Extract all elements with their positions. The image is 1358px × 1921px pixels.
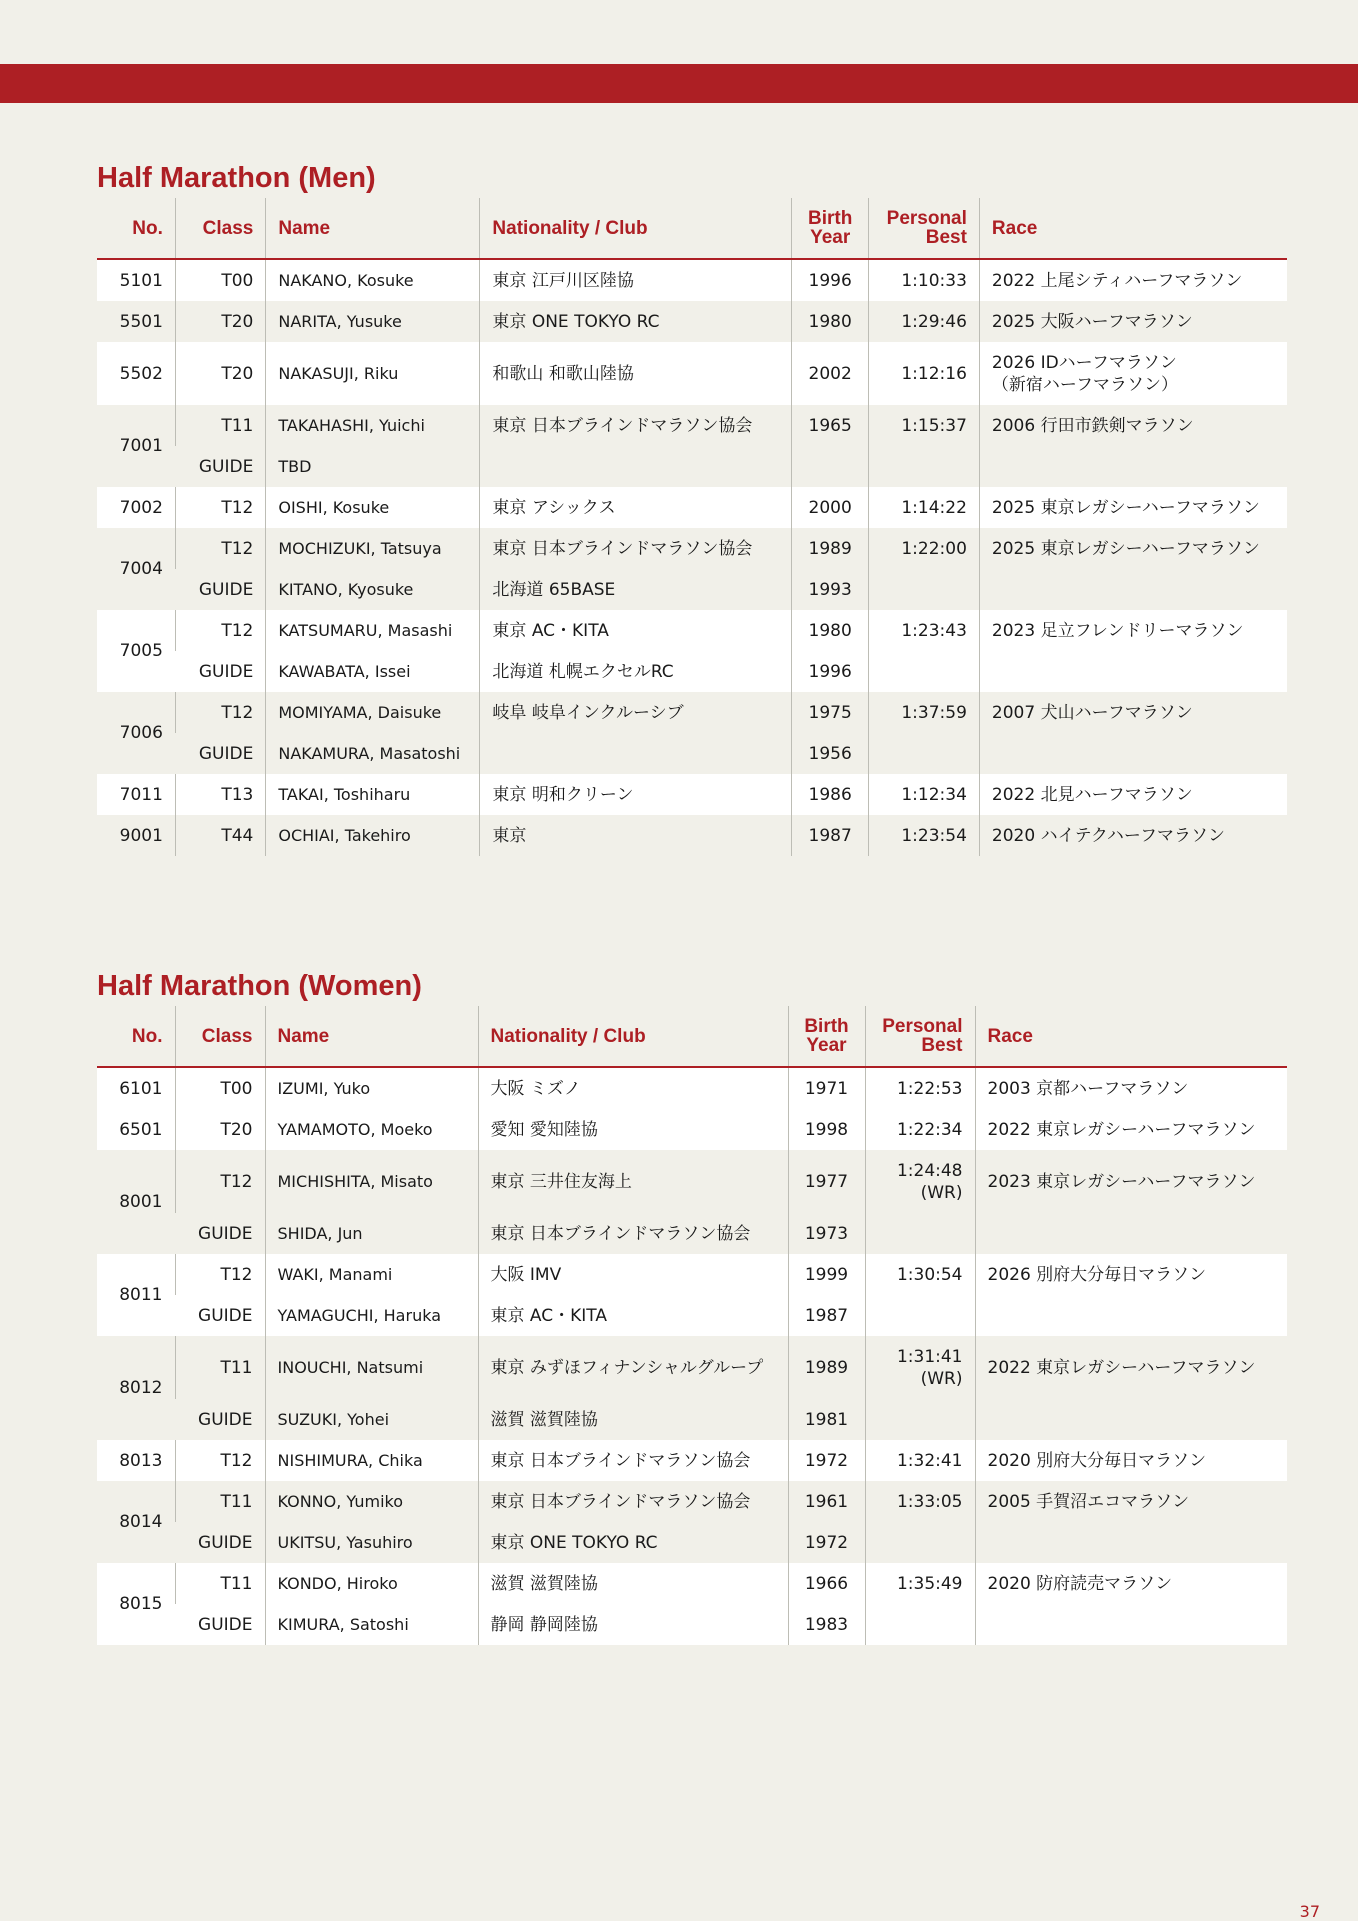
table-row <box>97 342 1287 405</box>
birth-cell: 1999 <box>788 1254 865 1295</box>
col-class: Class <box>175 1006 265 1067</box>
club-cell: 東京 AC・KITA <box>478 1295 788 1336</box>
name-cell: NISHIMURA, Chika <box>265 1440 478 1481</box>
name-cell: KIMURA, Satoshi <box>265 1604 478 1645</box>
race-cell: 2020 防府読売マラソン <box>975 1563 1287 1604</box>
class-cell: T12 <box>175 1440 265 1481</box>
club-cell: 東京 日本ブラインドマラソン協会 <box>478 1213 788 1254</box>
no-cell: 5501 <box>97 301 175 342</box>
class-cell: T20 <box>175 1109 265 1150</box>
race-cell: 2006 行田市鉄剣マラソン <box>979 405 1287 446</box>
club-cell: 東京 アシックス <box>480 487 792 528</box>
race-cell: 2007 犬山ハーフマラソン <box>979 692 1287 733</box>
class-cell: GUIDE <box>175 446 265 487</box>
table-row <box>97 815 1287 856</box>
birth-cell: 1981 <box>788 1399 865 1440</box>
class-cell: GUIDE <box>175 651 265 692</box>
pb-cell: 1:29:46 <box>869 301 980 342</box>
col-nationality: Nationality / Club <box>478 1006 788 1067</box>
pb-cell: 1:22:00 <box>869 528 980 569</box>
club-cell: 静岡 静岡陸協 <box>478 1604 788 1645</box>
class-cell: T12 <box>175 528 265 569</box>
pb-cell: 1:30:54 <box>865 1254 975 1295</box>
pb-cell: 1:15:37 <box>869 405 980 446</box>
table-row <box>97 774 1287 815</box>
birth-cell: 2002 <box>791 342 868 405</box>
name-cell: INOUCHI, Natsumi <box>265 1336 478 1399</box>
class-cell: T13 <box>175 774 265 815</box>
name-cell: IZUMI, Yuko <box>265 1067 478 1109</box>
birth-cell: 1987 <box>791 815 868 856</box>
club-cell: 北海道 札幌エクセルRC <box>480 651 792 692</box>
col-nationality: Nationality / Club <box>480 198 792 259</box>
table-row <box>97 1213 1287 1254</box>
no-cell: 7011 <box>97 774 175 815</box>
col-personal-best: Personal Best <box>865 1006 975 1067</box>
no-cell: 7005 <box>97 610 175 692</box>
col-no: No. <box>97 198 175 259</box>
name-cell: TBD <box>266 446 480 487</box>
birth-cell: 1973 <box>788 1213 865 1254</box>
club-cell: 東京 日本ブラインドマラソン協会 <box>480 405 792 446</box>
race-cell: 2025 東京レガシーハーフマラソン <box>979 487 1287 528</box>
pb-cell: 1:37:59 <box>869 692 980 733</box>
race-cell <box>979 651 1287 692</box>
col-name: Name <box>265 1006 478 1067</box>
club-cell: 滋賀 滋賀陸協 <box>478 1563 788 1604</box>
race-cell: 2023 東京レガシーハーフマラソン <box>975 1150 1287 1213</box>
name-cell: KITANO, Kyosuke <box>266 569 480 610</box>
club-cell: 岐阜 岐阜インクルーシブ <box>480 692 792 733</box>
no-cell: 8013 <box>97 1440 175 1481</box>
race-cell <box>979 446 1287 487</box>
birth-cell: 1996 <box>791 651 868 692</box>
name-cell: KATSUMARU, Masashi <box>266 610 480 651</box>
name-cell: KONNO, Yumiko <box>265 1481 478 1522</box>
race-cell: 2025 東京レガシーハーフマラソン <box>979 528 1287 569</box>
table-row <box>97 528 1287 569</box>
race-cell <box>975 1399 1287 1440</box>
name-cell: KONDO, Hiroko <box>265 1563 478 1604</box>
table-row <box>97 487 1287 528</box>
class-cell: GUIDE <box>175 1522 265 1563</box>
table-row <box>97 733 1287 774</box>
pb-cell <box>865 1213 975 1254</box>
table-row <box>97 1067 1287 1109</box>
pb-cell <box>865 1399 975 1440</box>
race-cell <box>975 1213 1287 1254</box>
no-cell: 9001 <box>97 815 175 856</box>
club-cell: 東京 AC・KITA <box>480 610 792 651</box>
pb-cell <box>865 1295 975 1336</box>
club-cell: 大阪 ミズノ <box>478 1067 788 1109</box>
birth-cell: 1998 <box>788 1109 865 1150</box>
men-section <box>97 158 1287 856</box>
birth-cell: 1961 <box>788 1481 865 1522</box>
class-cell: GUIDE <box>175 1213 265 1254</box>
birth-cell: 1980 <box>791 301 868 342</box>
race-cell <box>979 569 1287 610</box>
name-cell: NAKAMURA, Masatoshi <box>266 733 480 774</box>
class-cell: T12 <box>175 1254 265 1295</box>
race-cell <box>979 733 1287 774</box>
name-cell: SUZUKI, Yohei <box>265 1399 478 1440</box>
club-cell: 東京 江戸川区陸協 <box>480 259 792 301</box>
class-cell: GUIDE <box>175 1295 265 1336</box>
pb-cell: 1:12:34 <box>869 774 980 815</box>
table-row <box>97 1399 1287 1440</box>
pb-cell: 1:10:33 <box>869 259 980 301</box>
pb-cell: 1:31:41 (WR) <box>865 1336 975 1399</box>
birth-cell: 1987 <box>788 1295 865 1336</box>
header-row <box>97 1006 1287 1067</box>
birth-cell: 1966 <box>788 1563 865 1604</box>
name-cell: TAKAHASHI, Yuichi <box>266 405 480 446</box>
table-row <box>97 1336 1287 1399</box>
table-row <box>97 610 1287 651</box>
table-row <box>97 1150 1287 1213</box>
class-cell: GUIDE <box>175 1604 265 1645</box>
race-cell: 2020 別府大分毎日マラソン <box>975 1440 1287 1481</box>
table-row <box>97 1522 1287 1563</box>
no-cell: 7006 <box>97 692 175 774</box>
col-race: Race <box>975 1006 1287 1067</box>
no-cell: 5502 <box>97 342 175 405</box>
pb-cell: 1:23:43 <box>869 610 980 651</box>
birth-cell: 1983 <box>788 1604 865 1645</box>
club-cell: 愛知 愛知陸協 <box>478 1109 788 1150</box>
class-cell: T20 <box>175 342 265 405</box>
col-no: No. <box>97 1006 175 1067</box>
pb-cell: 1:35:49 <box>865 1563 975 1604</box>
header-row <box>97 198 1287 259</box>
no-cell: 5101 <box>97 259 175 301</box>
birth-cell: 1975 <box>791 692 868 733</box>
class-cell: T12 <box>175 487 265 528</box>
class-cell: T11 <box>175 1481 265 1522</box>
club-cell: 和歌山 和歌山陸協 <box>480 342 792 405</box>
race-cell <box>975 1522 1287 1563</box>
club-cell: 東京 ONE TOKYO RC <box>478 1522 788 1563</box>
no-cell: 6501 <box>97 1109 175 1150</box>
birth-cell: 1965 <box>791 405 868 446</box>
birth-cell: 1956 <box>791 733 868 774</box>
club-cell: 東京 日本ブラインドマラソン協会 <box>478 1481 788 1522</box>
table-row <box>97 1254 1287 1295</box>
col-name: Name <box>266 198 480 259</box>
pb-cell: 1:12:16 <box>869 342 980 405</box>
club-cell <box>480 446 792 487</box>
race-cell: 2023 足立フレンドリーマラソン <box>979 610 1287 651</box>
club-cell: 北海道 65BASE <box>480 569 792 610</box>
table-row <box>97 301 1287 342</box>
pb-cell: 1:14:22 <box>869 487 980 528</box>
birth-cell: 1986 <box>791 774 868 815</box>
name-cell: SHIDA, Jun <box>265 1213 478 1254</box>
class-cell: T11 <box>175 405 265 446</box>
class-cell: GUIDE <box>175 1399 265 1440</box>
name-cell: OCHIAI, Takehiro <box>266 815 480 856</box>
table-row <box>97 1295 1287 1336</box>
birth-cell: 1980 <box>791 610 868 651</box>
name-cell: KAWABATA, Issei <box>266 651 480 692</box>
birth-cell: 1989 <box>791 528 868 569</box>
no-cell: 8001 <box>97 1150 175 1254</box>
name-cell: YAMAMOTO, Moeko <box>265 1109 478 1150</box>
birth-cell: 1996 <box>791 259 868 301</box>
no-cell: 8012 <box>97 1336 175 1440</box>
birth-cell: 1989 <box>788 1336 865 1399</box>
no-cell: 8011 <box>97 1254 175 1336</box>
pb-cell <box>869 651 980 692</box>
race-cell: 2022 上尾シティハーフマラソン <box>979 259 1287 301</box>
name-cell: YAMAGUCHI, Haruka <box>265 1295 478 1336</box>
club-cell: 東京 日本ブラインドマラソン協会 <box>480 528 792 569</box>
club-cell: 滋賀 滋賀陸協 <box>478 1399 788 1440</box>
class-cell: T44 <box>175 815 265 856</box>
race-cell: 2005 手賀沼エコマラソン <box>975 1481 1287 1522</box>
pb-cell <box>869 733 980 774</box>
table-row <box>97 1440 1287 1481</box>
table-row <box>97 692 1287 733</box>
no-cell: 7002 <box>97 487 175 528</box>
name-cell: MOMIYAMA, Daisuke <box>266 692 480 733</box>
men-title: Half Marathon (Men) <box>97 162 376 194</box>
pb-cell: 1:24:48 (WR) <box>865 1150 975 1213</box>
race-cell <box>975 1604 1287 1645</box>
name-cell: WAKI, Manami <box>265 1254 478 1295</box>
race-cell: 2025 大阪ハーフマラソン <box>979 301 1287 342</box>
race-cell: 2003 京都ハーフマラソン <box>975 1067 1287 1109</box>
women-title: Half Marathon (Women) <box>97 970 422 1002</box>
class-cell: T12 <box>175 1150 265 1213</box>
name-cell: NAKASUJI, Riku <box>266 342 480 405</box>
birth-cell: 1972 <box>788 1440 865 1481</box>
class-cell: T11 <box>175 1563 265 1604</box>
page-number: 37 <box>1299 1902 1320 1921</box>
no-cell: 7001 <box>97 405 175 487</box>
no-cell: 8015 <box>97 1563 175 1645</box>
race-cell: 2022 東京レガシーハーフマラソン <box>975 1109 1287 1150</box>
men-table <box>97 198 1287 856</box>
race-cell: 2022 東京レガシーハーフマラソン <box>975 1336 1287 1399</box>
pb-cell: 1:22:53 <box>865 1067 975 1109</box>
pb-cell: 1:23:54 <box>869 815 980 856</box>
class-cell: T12 <box>175 692 265 733</box>
birth-cell: 2000 <box>791 487 868 528</box>
birth-cell: 1971 <box>788 1067 865 1109</box>
table-row <box>97 446 1287 487</box>
table-row <box>97 405 1287 446</box>
race-cell: 2020 ハイテクハーフマラソン <box>979 815 1287 856</box>
class-cell: T11 <box>175 1336 265 1399</box>
table-row <box>97 259 1287 301</box>
table-row <box>97 1109 1287 1150</box>
birth-cell: 1993 <box>791 569 868 610</box>
name-cell: MOCHIZUKI, Tatsuya <box>266 528 480 569</box>
race-cell: 2022 北見ハーフマラソン <box>979 774 1287 815</box>
name-cell: NARITA, Yusuke <box>266 301 480 342</box>
table-row <box>97 569 1287 610</box>
birth-cell <box>791 446 868 487</box>
pb-cell <box>865 1604 975 1645</box>
pb-cell <box>865 1522 975 1563</box>
table-row <box>97 1481 1287 1522</box>
pb-cell <box>869 569 980 610</box>
club-cell: 東京 三井住友海上 <box>478 1150 788 1213</box>
no-cell: 7004 <box>97 528 175 610</box>
table-row <box>97 1563 1287 1604</box>
club-cell: 東京 日本ブラインドマラソン協会 <box>478 1440 788 1481</box>
col-race: Race <box>979 198 1287 259</box>
pb-cell: 1:33:05 <box>865 1481 975 1522</box>
class-cell: GUIDE <box>175 733 265 774</box>
name-cell: MICHISHITA, Misato <box>265 1150 478 1213</box>
class-cell: T20 <box>175 301 265 342</box>
race-cell <box>975 1295 1287 1336</box>
name-cell: UKITSU, Yasuhiro <box>265 1522 478 1563</box>
col-birth-year: Birth Year <box>788 1006 865 1067</box>
women-section <box>97 966 1287 1645</box>
col-class: Class <box>175 198 265 259</box>
no-cell: 8014 <box>97 1481 175 1563</box>
col-personal-best: Personal Best <box>869 198 980 259</box>
class-cell: T00 <box>175 259 265 301</box>
top-banner <box>0 64 1358 103</box>
birth-cell: 1977 <box>788 1150 865 1213</box>
pb-cell: 1:32:41 <box>865 1440 975 1481</box>
club-cell: 東京 <box>480 815 792 856</box>
table-row <box>97 1604 1287 1645</box>
table-row <box>97 651 1287 692</box>
name-cell: NAKANO, Kosuke <box>266 259 480 301</box>
club-cell: 大阪 IMV <box>478 1254 788 1295</box>
name-cell: OISHI, Kosuke <box>266 487 480 528</box>
club-cell: 東京 明和クリーン <box>480 774 792 815</box>
club-cell: 東京 ONE TOKYO RC <box>480 301 792 342</box>
no-cell: 6101 <box>97 1067 175 1109</box>
class-cell: GUIDE <box>175 569 265 610</box>
class-cell: T00 <box>175 1067 265 1109</box>
col-birth-year: Birth Year <box>791 198 868 259</box>
club-cell <box>480 733 792 774</box>
race-cell: 2026 IDハーフマラソン （新宿ハーフマラソン） <box>979 342 1287 405</box>
name-cell: TAKAI, Toshiharu <box>266 774 480 815</box>
pb-cell: 1:22:34 <box>865 1109 975 1150</box>
birth-cell: 1972 <box>788 1522 865 1563</box>
pb-cell <box>869 446 980 487</box>
class-cell: T12 <box>175 610 265 651</box>
women-table <box>97 1006 1287 1645</box>
race-cell: 2026 別府大分毎日マラソン <box>975 1254 1287 1295</box>
club-cell: 東京 みずほフィナンシャルグループ <box>478 1336 788 1399</box>
